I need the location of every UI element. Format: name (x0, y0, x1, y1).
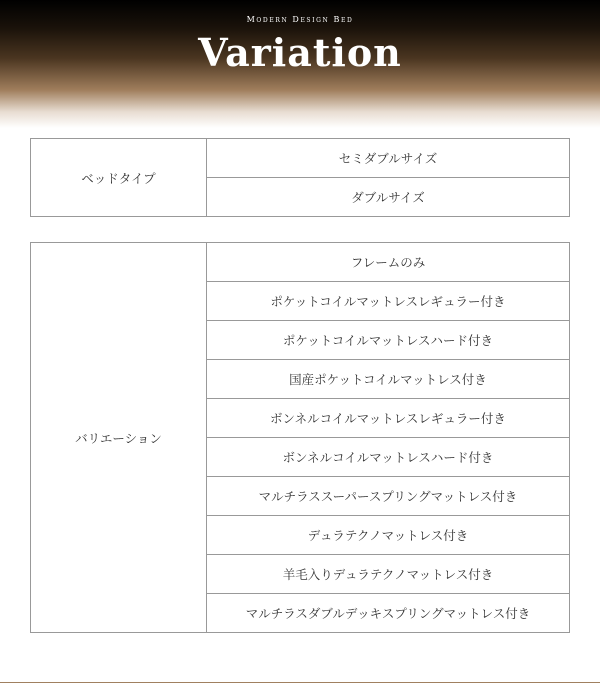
bottom-divider (0, 682, 600, 683)
bed-type-label: ベッドタイプ (31, 139, 207, 217)
table-row (31, 243, 570, 282)
variation-value: 羊毛入りデュラテクノマットレス付き (207, 555, 570, 594)
header-banner (0, 0, 600, 128)
variation-value: ポケットコイルマットレスレギュラー付き (207, 282, 570, 321)
banner-subtitle: Modern Design Bed (246, 15, 354, 24)
banner-title: Variation (198, 30, 402, 75)
variation-value: マルチラススーパースプリングマットレス付き (207, 477, 570, 516)
table-row (31, 139, 570, 178)
bed-type-table (30, 138, 570, 217)
variation-value: マルチラスダブルデッキスプリングマットレス付き (207, 594, 570, 633)
variation-value: ボンネルコイルマットレスハード付き (207, 438, 570, 477)
variation-table (30, 242, 570, 633)
variation-value: フレームのみ (207, 243, 570, 282)
variation-value: ポケットコイルマットレスハード付き (207, 321, 570, 360)
variation-value: デュラテクノマットレス付き (207, 516, 570, 555)
variation-value: 国産ポケットコイルマットレス付き (207, 360, 570, 399)
variation-label: バリエーション (31, 243, 207, 633)
bed-type-value: ダブルサイズ (207, 178, 570, 217)
bed-type-value: セミダブルサイズ (207, 139, 570, 178)
variation-value: ボンネルコイルマットレスレギュラー付き (207, 399, 570, 438)
